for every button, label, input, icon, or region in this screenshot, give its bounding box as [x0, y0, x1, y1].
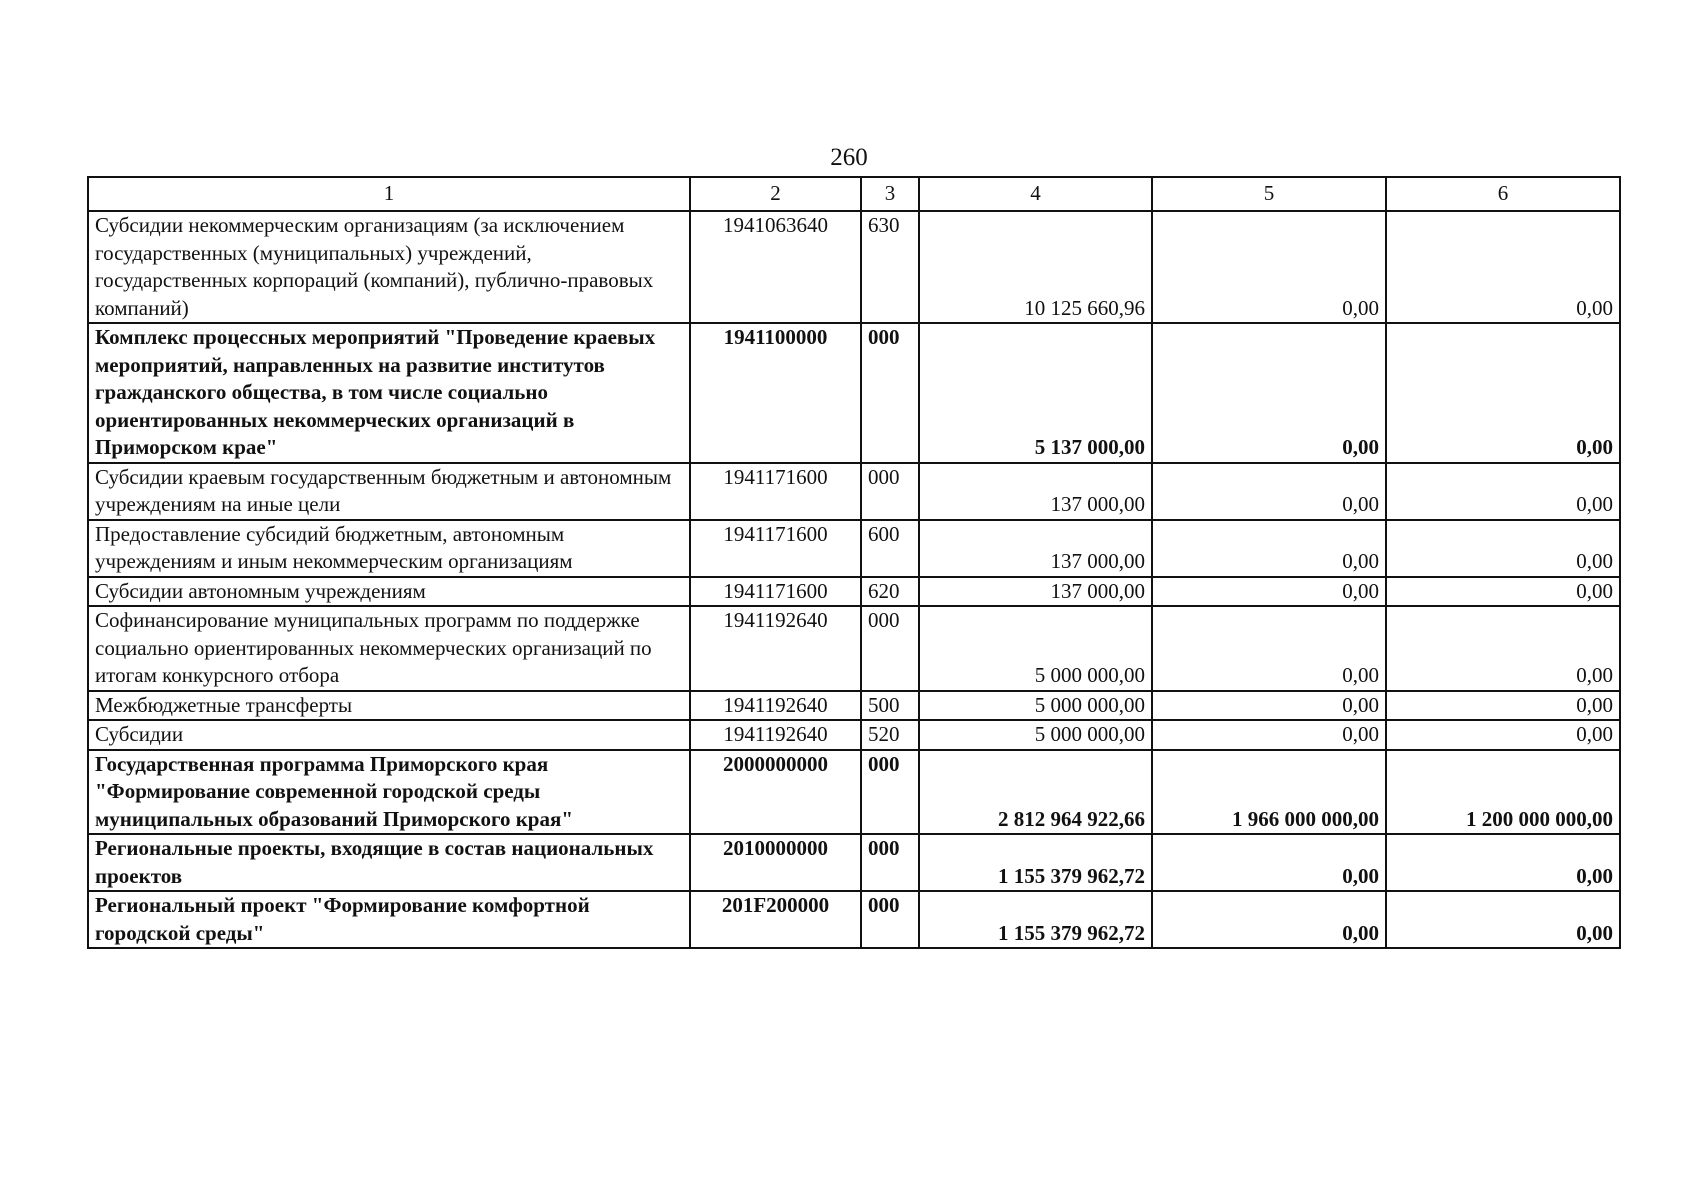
row-expense-type: 520 — [861, 720, 919, 750]
row-code: 2000000000 — [690, 750, 861, 835]
row-name: Государственная программа Приморского края "Формирование современной городской среды муниципальных образований Приморского края" — [88, 750, 690, 835]
row-name: Субсидии — [88, 720, 690, 750]
row-amount-col4: 1 155 379 962,72 — [919, 891, 1152, 948]
row-expense-type: 000 — [861, 606, 919, 691]
row-amount-col5: 0,00 — [1152, 211, 1386, 323]
row-amount-col6: 0,00 — [1386, 323, 1620, 463]
row-expense-type: 600 — [861, 520, 919, 577]
row-amount-col4: 2 812 964 922,66 — [919, 750, 1152, 835]
row-amount-col5: 0,00 — [1152, 891, 1386, 948]
row-expense-type: 000 — [861, 750, 919, 835]
row-amount-col5: 0,00 — [1152, 720, 1386, 750]
row-amount-col4: 137 000,00 — [919, 520, 1152, 577]
row-amount-col6: 0,00 — [1386, 211, 1620, 323]
row-amount-col6: 0,00 — [1386, 691, 1620, 721]
row-code: 1941171600 — [690, 520, 861, 577]
row-code: 1941192640 — [690, 606, 861, 691]
table-header-row — [88, 177, 1620, 211]
row-name: Субсидии автономным учреждениям — [88, 577, 690, 607]
row-code: 1941171600 — [690, 463, 861, 520]
row-amount-col6: 0,00 — [1386, 834, 1620, 891]
row-amount-col5: 0,00 — [1152, 834, 1386, 891]
row-amount-col5: 0,00 — [1152, 606, 1386, 691]
row-expense-type: 000 — [861, 323, 919, 463]
row-expense-type: 000 — [861, 891, 919, 948]
row-amount-col6: 0,00 — [1386, 463, 1620, 520]
row-amount-col6: 0,00 — [1386, 520, 1620, 577]
row-amount-col4: 5 137 000,00 — [919, 323, 1152, 463]
row-amount-col4: 5 000 000,00 — [919, 606, 1152, 691]
row-code: 1941192640 — [690, 720, 861, 750]
row-amount-col5: 0,00 — [1152, 323, 1386, 463]
row-amount-col5: 0,00 — [1152, 691, 1386, 721]
table-row — [88, 520, 1620, 577]
column-header: 6 — [1386, 177, 1620, 211]
row-name: Софинансирование муниципальных программ по поддержке социально ориентированных некоммерческих организаций по итогам конкурсного отбора — [88, 606, 690, 691]
row-amount-col4: 5 000 000,00 — [919, 691, 1152, 721]
row-amount-col4: 137 000,00 — [919, 463, 1152, 520]
row-amount-col4: 137 000,00 — [919, 577, 1152, 607]
column-header: 4 — [919, 177, 1152, 211]
row-code: 2010000000 — [690, 834, 861, 891]
row-name: Предоставление субсидий бюджетным, автономным учреждениям и иным некоммерческим организациям — [88, 520, 690, 577]
row-name: Межбюджетные трансферты — [88, 691, 690, 721]
row-code: 1941171600 — [690, 577, 861, 607]
column-header: 1 — [88, 177, 690, 211]
table-row — [88, 750, 1620, 835]
row-name: Региональный проект "Формирование комфортной городской среды" — [88, 891, 690, 948]
table-row — [88, 577, 1620, 607]
row-amount-col6: 1 200 000 000,00 — [1386, 750, 1620, 835]
row-amount-col5: 1 966 000 000,00 — [1152, 750, 1386, 835]
row-amount-col4: 10 125 660,96 — [919, 211, 1152, 323]
row-expense-type: 500 — [861, 691, 919, 721]
row-amount-col5: 0,00 — [1152, 577, 1386, 607]
row-code: 1941063640 — [690, 211, 861, 323]
row-code: 1941192640 — [690, 691, 861, 721]
row-amount-col6: 0,00 — [1386, 720, 1620, 750]
row-name: Субсидии краевым государственным бюджетным и автономным учреждениям на иные цели — [88, 463, 690, 520]
table-row — [88, 834, 1620, 891]
table-row — [88, 463, 1620, 520]
column-header: 3 — [861, 177, 919, 211]
row-amount-col5: 0,00 — [1152, 520, 1386, 577]
column-header: 5 — [1152, 177, 1386, 211]
table-row — [88, 691, 1620, 721]
row-amount-col5: 0,00 — [1152, 463, 1386, 520]
row-amount-col6: 0,00 — [1386, 577, 1620, 607]
row-amount-col6: 0,00 — [1386, 606, 1620, 691]
table-row — [88, 606, 1620, 691]
row-expense-type: 620 — [861, 577, 919, 607]
row-expense-type: 000 — [861, 463, 919, 520]
table-row — [88, 211, 1620, 323]
table-row — [88, 323, 1620, 463]
page-number: 260 — [830, 144, 868, 171]
table-row — [88, 891, 1620, 948]
row-name: Субсидии некоммерческим организациям (за исключением государственных (муниципальных) учреждений, государственных корпораций (компаний), публично-правовых компаний) — [88, 211, 690, 323]
row-code: 1941100000 — [690, 323, 861, 463]
row-name: Комплекс процессных мероприятий "Проведение краевых мероприятий, направленных на развитие институтов гражданского общества, в том числе социально ориентированных некоммерческих организаций в Приморском крае" — [88, 323, 690, 463]
table-row — [88, 720, 1620, 750]
row-amount-col4: 5 000 000,00 — [919, 720, 1152, 750]
column-header: 2 — [690, 177, 861, 211]
row-expense-type: 630 — [861, 211, 919, 323]
row-name: Региональные проекты, входящие в состав национальных проектов — [88, 834, 690, 891]
row-amount-col6: 0,00 — [1386, 891, 1620, 948]
row-code: 201F200000 — [690, 891, 861, 948]
budget-table — [87, 176, 1621, 949]
row-expense-type: 000 — [861, 834, 919, 891]
row-amount-col4: 1 155 379 962,72 — [919, 834, 1152, 891]
